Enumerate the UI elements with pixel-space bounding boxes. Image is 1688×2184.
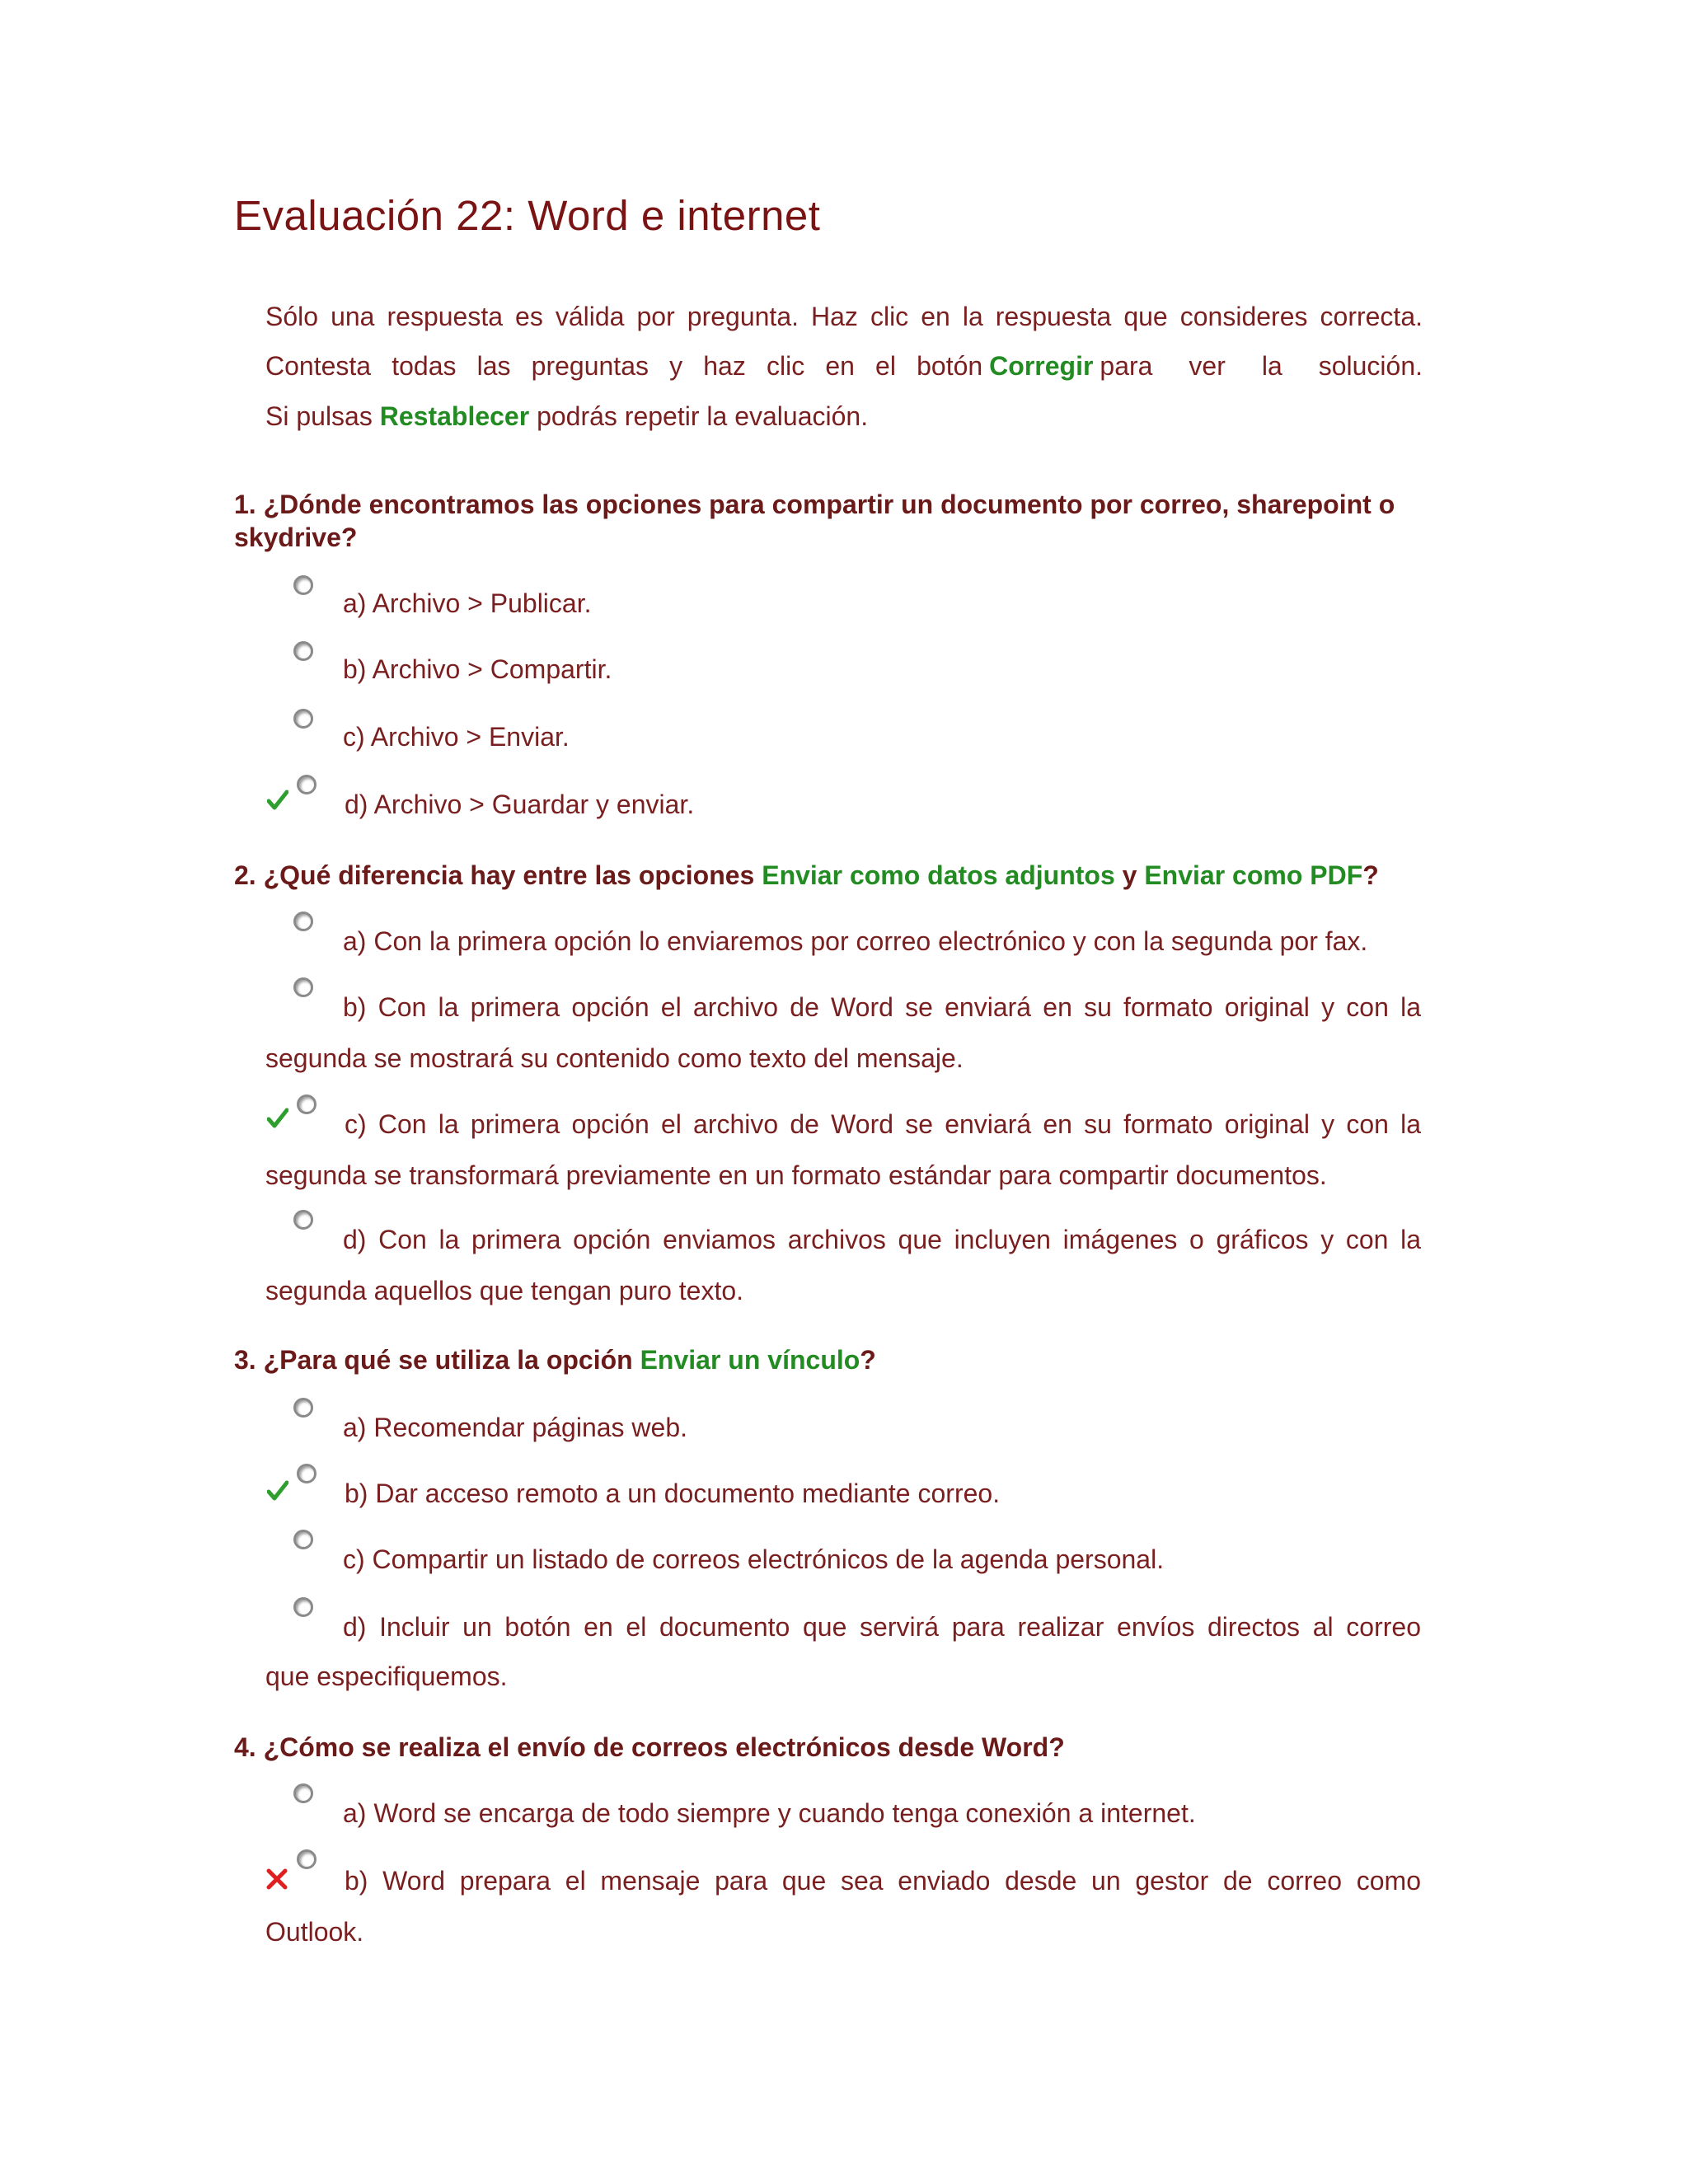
instructions-line-3 <box>265 401 1423 432</box>
correct-check-icon <box>267 790 288 811</box>
correct-check-icon <box>267 1480 288 1502</box>
question-text: 1. ¿Dónde encontramos las opciones para compartir un documento por correo, sharepoint o <box>234 490 1395 519</box>
answer-option-continued: segunda se mostrará su contenido como texto del mensaje. <box>265 1043 964 1073</box>
instructions-line-1: Sólo una respuesta es válida por pregunta. Haz clic en la respuesta que consideres correcta. <box>265 302 1423 331</box>
restablecer-label: Restablecer <box>379 401 530 431</box>
answer-option-continued: que especifiquemos. <box>265 1661 508 1691</box>
instructions-text: Si pulsas <box>265 401 380 431</box>
question-2 <box>234 859 1454 892</box>
radio-button[interactable] <box>293 1597 313 1617</box>
instructions-text: para ver la solución. <box>1100 351 1423 381</box>
answer-option[interactable]: c) Archivo > Enviar. <box>343 722 570 752</box>
radio-button[interactable] <box>293 977 313 997</box>
radio-button[interactable] <box>293 641 313 661</box>
answer-option[interactable]: a) Archivo > Publicar. <box>343 588 592 618</box>
radio-button[interactable] <box>293 1210 313 1230</box>
answer-option[interactable]: b) Word prepara el mensaje para que sea enviado desde un gestor de correo como <box>345 1866 1421 1896</box>
question-text: skydrive? <box>234 523 358 552</box>
page-title: Evaluación 22: Word e internet <box>234 192 821 239</box>
answer-option-continued: Outlook. <box>265 1917 364 1947</box>
question-text: ? <box>1362 860 1379 890</box>
radio-button[interactable] <box>297 1464 316 1483</box>
answer-option[interactable]: b) Con la primera opción el archivo de Word se enviará en su formato original y con la <box>343 992 1421 1022</box>
answer-option-continued: segunda se transformará previamente en un formato estándar para compartir documentos. <box>265 1160 1327 1190</box>
incorrect-cross-icon <box>265 1868 288 1891</box>
answer-option[interactable]: b) Dar acceso remoto a un documento mediante correo. <box>345 1479 1001 1508</box>
highlight-term: Enviar como PDF <box>1144 860 1363 890</box>
radio-button[interactable] <box>293 575 313 595</box>
question-text: 3. ¿Para qué se utiliza la opción <box>234 1345 640 1375</box>
question-text: 2. ¿Qué diferencia hay entre las opciones <box>234 860 762 890</box>
answer-option[interactable]: a) Word se encarga de todo siempre y cuando tenga conexión a internet. <box>343 1798 1196 1828</box>
radio-button[interactable] <box>297 775 316 794</box>
radio-button[interactable] <box>293 1398 313 1418</box>
answer-option[interactable]: b) Archivo > Compartir. <box>343 654 612 684</box>
corregir-label: Corregir <box>989 351 1094 381</box>
question-4 <box>234 1731 1454 1764</box>
correct-check-icon <box>267 1108 288 1129</box>
question-text: ? <box>860 1345 876 1375</box>
radio-button[interactable] <box>293 709 313 729</box>
highlight-term: Enviar como datos adjuntos <box>762 860 1115 890</box>
question-text: 4. ¿Cómo se realiza el envío de correos electrónicos desde Word? <box>234 1732 1065 1762</box>
radio-button[interactable] <box>297 1849 316 1869</box>
question-text: y <box>1114 860 1145 890</box>
answer-option[interactable]: c) Compartir un listado de correos electrónicos de la agenda personal. <box>343 1544 1165 1574</box>
answer-option[interactable]: a) Recomendar páginas web. <box>343 1413 688 1442</box>
answer-option[interactable]: c) Con la primera opción el archivo de Word se enviará en su formato original y con la <box>345 1109 1421 1139</box>
answer-option[interactable]: d) Archivo > Guardar y enviar. <box>345 790 695 819</box>
answer-option[interactable]: a) Con la primera opción lo enviaremos por correo electrónico y con la segunda por fax. <box>343 926 1368 956</box>
instructions-text: podrás repetir la evaluación. <box>529 401 869 431</box>
radio-button[interactable] <box>293 912 313 931</box>
answer-option[interactable]: d) Con la primera opción enviamos archivos que incluyen imágenes o gráficos y con la <box>343 1225 1421 1254</box>
question-1 <box>234 488 1454 554</box>
radio-button[interactable] <box>293 1530 313 1549</box>
highlight-term: Enviar un vínculo <box>640 1345 860 1375</box>
instructions-text: Contesta todas las preguntas y haz clic en el botón <box>265 351 983 381</box>
question-3 <box>234 1343 1454 1376</box>
answer-option-continued: segunda aquellos que tengan puro texto. <box>265 1276 744 1305</box>
answer-option[interactable]: d) Incluir un botón en el documento que servirá para realizar envíos directos al correo <box>343 1612 1421 1642</box>
radio-button[interactable] <box>293 1783 313 1803</box>
radio-button[interactable] <box>297 1094 316 1114</box>
instructions-line-2 <box>265 351 1423 382</box>
